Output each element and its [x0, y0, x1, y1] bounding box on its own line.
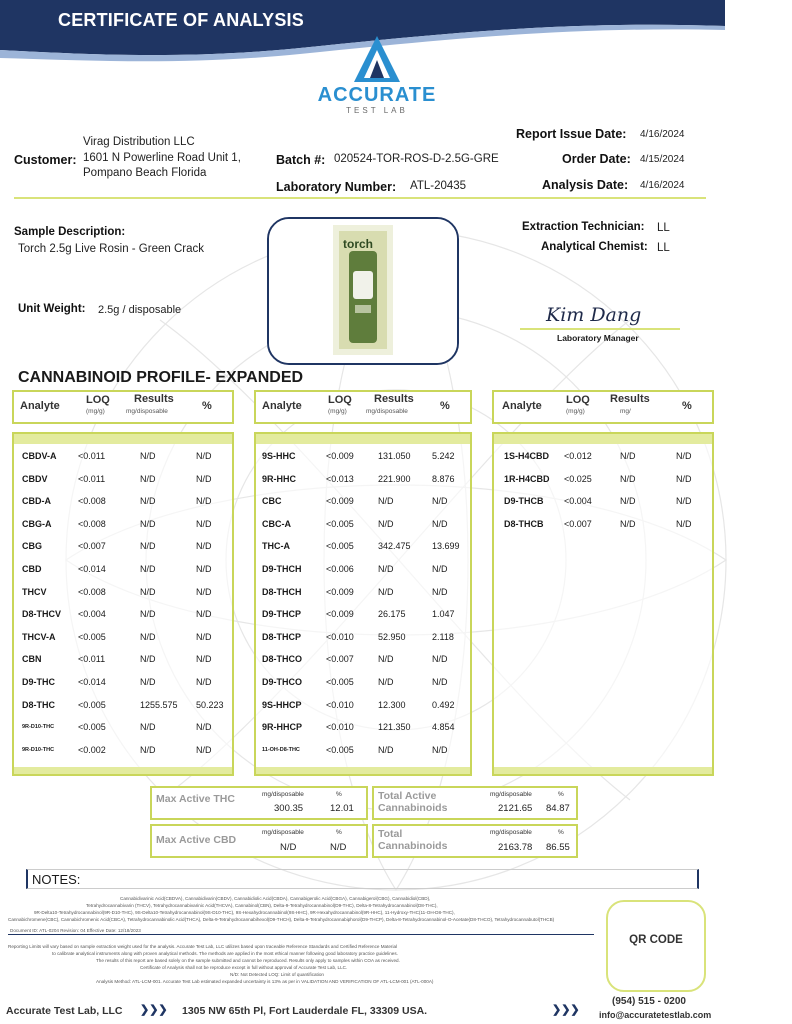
- table-row: [256, 649, 470, 671]
- table-row: [14, 559, 232, 581]
- fine-print-2: to calibrate analytical instruments along with proven analytical methods. The methods are applied in the most ethical manner following good laboratory practice guidelines.: [52, 951, 398, 956]
- cell-pct: N/D: [432, 496, 448, 507]
- cell-result: N/D: [140, 744, 156, 755]
- unit-mg: mg/disposable: [262, 829, 304, 836]
- cell-analyte: D9-THCB: [504, 496, 544, 507]
- cell-result: N/D: [140, 451, 156, 461]
- fine-print-4: Certificate of Analysis shall not be reproduce except in full without approval of Accurate Test Lab, LLC.: [140, 965, 348, 970]
- cell-analyte: D8-THCH: [262, 586, 302, 597]
- cell-result: N/D: [140, 541, 156, 552]
- cell-result: 52.950: [378, 631, 406, 642]
- cell-loq: <0.007: [78, 541, 106, 552]
- col-pct: %: [682, 400, 692, 412]
- cell-analyte: CBD: [22, 564, 42, 574]
- unit-pct: %: [336, 829, 342, 836]
- cell-pct: N/D: [196, 609, 212, 620]
- cell-loq: <0.007: [326, 654, 354, 665]
- col-analyte: Analyte: [262, 400, 302, 412]
- cell-loq: <0.008: [78, 496, 106, 507]
- footer-arrows-icon: ❯❯❯: [140, 1004, 168, 1016]
- max-active-cbd-box: [150, 824, 368, 858]
- cell-loq: <0.008: [78, 518, 106, 529]
- total-label-2: Cannabinoids: [378, 840, 448, 852]
- cell-result: N/D: [378, 496, 394, 507]
- document-title: CERTIFICATE OF ANALYSIS: [58, 10, 304, 30]
- cell-result: N/D: [620, 451, 636, 461]
- max-thc-mg: 300.35: [274, 803, 304, 814]
- table-row: [494, 514, 712, 536]
- table-row: [14, 446, 232, 468]
- product-brand: torch: [343, 237, 373, 251]
- cell-pct: N/D: [196, 564, 212, 574]
- cell-pct: 4.854: [432, 722, 455, 733]
- divider-line: [14, 197, 706, 199]
- table-row: [14, 672, 232, 694]
- col-results-unit: mg/: [620, 408, 631, 415]
- footer-company: Accurate Test Lab, LLC: [6, 1005, 123, 1017]
- notes-box: [26, 869, 699, 889]
- footer-phone[interactable]: (954) 515 - 0200: [612, 996, 686, 1007]
- cell-loq: <0.004: [78, 609, 106, 620]
- cell-pct: 5.242: [432, 451, 455, 461]
- total-active-label-2: Cannabinoids: [378, 802, 448, 814]
- analysis-date-label: Analysis Date:: [542, 178, 629, 192]
- unit-mg: mg/disposable: [490, 829, 532, 836]
- cell-result: N/D: [620, 518, 636, 529]
- total-pct: 86.55: [546, 842, 570, 853]
- order-date: 4/15/2024: [640, 154, 685, 165]
- total-active-box: [372, 786, 578, 820]
- cell-result: N/D: [378, 654, 394, 665]
- cell-result: N/D: [140, 722, 156, 733]
- table-top-band: [256, 434, 470, 444]
- col-loq: LOQ: [566, 394, 590, 406]
- table-row: [256, 559, 470, 581]
- col-loq-unit: (mg/g): [566, 408, 585, 415]
- cell-loq: <0.005: [326, 677, 354, 687]
- col-loq: LOQ: [86, 394, 110, 406]
- cell-loq: <0.005: [78, 722, 106, 733]
- fine-print-3: The results of this report are based solely on the sample submitted and cannot be reproduced. Results only apply to samples within COA as received.: [96, 958, 400, 963]
- cell-analyte: D8-THCB: [504, 518, 544, 529]
- footer-address: 1305 NW 65th Pl, Fort Lauderdale FL, 33309 USA.: [182, 1005, 428, 1017]
- cell-analyte: 1S-H4CBD: [504, 451, 550, 461]
- cell-pct: N/D: [196, 586, 212, 597]
- sample-description-label: Sample Description:: [14, 226, 126, 238]
- unit-weight-label: Unit Weight:: [18, 303, 86, 315]
- cell-result: N/D: [140, 631, 156, 642]
- col-loq-unit: (mg/g): [86, 408, 105, 415]
- col-results: Results: [610, 393, 650, 405]
- notes-divider: [8, 934, 594, 935]
- cell-analyte: 1R-H4CBD: [504, 473, 550, 484]
- table-row: [256, 469, 470, 491]
- table-row: [14, 717, 232, 739]
- qr-code-box[interactable]: [606, 900, 706, 992]
- table2-body: [254, 432, 472, 776]
- cell-loq: <0.007: [564, 518, 592, 529]
- cell-analyte: THCV-A: [22, 631, 56, 642]
- cell-pct: N/D: [432, 677, 448, 687]
- table-row: [14, 695, 232, 717]
- cell-loq: <0.005: [78, 699, 106, 710]
- cell-analyte: CBG: [22, 541, 42, 552]
- customer-address-1: 1601 N Powerline Road Unit 1,: [83, 152, 241, 164]
- abbreviations-1: Cannabidivarinic Acid(CBDVA), Cannabidivarin(CBDV), Cannabidiolic Acid(CBDA), Cannabigerolic Acid(CBGA), Cannabigerol(CBG), Cannabidiol(CBD),: [120, 896, 431, 901]
- cell-analyte: D8-THCP: [262, 631, 302, 642]
- table-row: [256, 672, 470, 694]
- cell-result: N/D: [378, 677, 394, 687]
- cell-loq: <0.011: [78, 451, 106, 461]
- analytical-chemist-label: Analytical Chemist:: [541, 241, 648, 253]
- table-row: [256, 604, 470, 626]
- cell-loq: <0.014: [78, 677, 106, 687]
- col-loq-unit: (mg/g): [328, 408, 347, 415]
- cell-analyte: 9S-HHC: [262, 451, 296, 461]
- table3-header: [492, 390, 714, 424]
- signature-line: [520, 328, 680, 330]
- table-row: [256, 695, 470, 717]
- cell-pct: N/D: [432, 564, 448, 574]
- total-label: Total: [378, 828, 403, 840]
- cell-pct: N/D: [196, 451, 212, 461]
- footer-email[interactable]: info@accuratetestlab.com: [599, 1010, 712, 1020]
- table-row: [14, 582, 232, 604]
- table-row: [14, 469, 232, 491]
- cell-loq: <0.025: [564, 473, 592, 484]
- customer-name: Virag Distribution LLC: [83, 136, 195, 148]
- table3-body: [492, 432, 714, 776]
- table-row: [14, 491, 232, 513]
- extraction-tech-label: Extraction Technician:: [522, 221, 645, 233]
- lab-number-label: Laboratory Number:: [276, 180, 397, 194]
- abbreviations-2: Tetrahydrocannabivarin (THCV), Tetrahydrocannabivarinic Acid(THCVA), Cannabinol(CBN), Delta-9-Tetrahydrocannabinol(D9-THC), Delta-8-Tetrahydrocannabinol(D8-THC),: [86, 903, 438, 908]
- table-row: [256, 582, 470, 604]
- cell-analyte: D8-THCO: [262, 654, 302, 665]
- cell-result: N/D: [140, 518, 156, 529]
- cell-result: 121.350: [378, 722, 411, 733]
- cell-analyte: 9S-HHCP: [262, 699, 302, 710]
- cell-analyte: D8-THC: [22, 699, 55, 710]
- table-row: [256, 446, 470, 468]
- cell-analyte: 9R-D10-THC: [22, 746, 55, 753]
- table-row: [256, 536, 470, 558]
- cell-pct: N/D: [196, 631, 212, 642]
- abbreviations-4: Cannabichromene(CBC), Cannabichromenic Acid(CBCA), Tetrahydrocannabinolic Acid(THCA), Delta-9-Tetrahydrocannabihexol(D9-THCH), Delta-9-Tetrahydrocannabiphorol(D9-THCP), Delta-8-Tetrahydrocannabinol-O-Acetate(D8-THCO), Tetrahydrocannabutol(THCB): [8, 917, 555, 922]
- cell-loq: <0.002: [78, 744, 106, 755]
- col-pct: %: [202, 400, 212, 412]
- notes-title: NOTES:: [32, 872, 81, 887]
- cell-analyte: THCV: [22, 586, 47, 597]
- cell-pct: N/D: [196, 744, 212, 755]
- cell-analyte: CBC-A: [262, 518, 291, 529]
- cell-analyte: CBC: [262, 496, 282, 507]
- cell-result: N/D: [378, 586, 394, 597]
- cell-loq: <0.011: [78, 654, 106, 665]
- max-cbd-pct: N/D: [330, 842, 347, 853]
- cell-pct: 50.223: [196, 699, 224, 710]
- cell-analyte: THC-A: [262, 541, 290, 552]
- batch-label: Batch #:: [276, 153, 326, 167]
- table1-body: [12, 432, 234, 776]
- cell-analyte: 9R-D10-THC: [22, 724, 55, 731]
- cell-analyte: CBDV: [22, 473, 48, 484]
- col-analyte: Analyte: [20, 400, 60, 412]
- cell-result: 26.175: [378, 609, 406, 620]
- table-top-band: [494, 434, 712, 444]
- unit-pct: %: [336, 791, 342, 798]
- cell-pct: N/D: [676, 518, 692, 529]
- cell-result: N/D: [140, 677, 156, 687]
- cell-loq: <0.010: [326, 699, 354, 710]
- table-row: [256, 514, 470, 536]
- cell-loq: <0.012: [564, 451, 592, 461]
- cell-loq: <0.010: [326, 631, 354, 642]
- cell-analyte: CBD-A: [22, 496, 51, 507]
- total-mg: 2163.78: [498, 842, 533, 853]
- table-top-band: [14, 434, 232, 444]
- cell-pct: N/D: [676, 451, 692, 461]
- col-loq: LOQ: [328, 394, 352, 406]
- col-results-unit: mg/disposable: [126, 408, 168, 415]
- customer-address-2: Pompano Beach Florida: [83, 167, 207, 179]
- table-bottom-band: [14, 767, 232, 774]
- lab-number: ATL-20435: [410, 180, 467, 192]
- table-bottom-band: [494, 767, 712, 774]
- cell-analyte: D9-THCO: [262, 677, 302, 687]
- max-active-thc-box: [150, 786, 368, 820]
- cell-analyte: CBG-A: [22, 518, 52, 529]
- table-row: [494, 491, 712, 513]
- cell-loq: <0.005: [326, 518, 354, 529]
- cell-result: N/D: [620, 473, 636, 484]
- sample-description: Torch 2.5g Live Rosin - Green Crack: [18, 243, 204, 255]
- cell-result: 131.050: [378, 451, 411, 461]
- table-row: [14, 649, 232, 671]
- cell-result: N/D: [140, 586, 156, 597]
- cell-loq: <0.013: [326, 473, 354, 484]
- table2-header: [254, 390, 472, 424]
- cell-analyte: 11-OH-D8-THC: [262, 746, 300, 753]
- report-date: 4/16/2024: [640, 129, 685, 140]
- cell-pct: N/D: [196, 654, 212, 665]
- abbreviations-3: 9R-Delta10-Tetrahydrocannabinol(9R-D10-THC), 9S-Delta10-Tetrahydrocannabinol(9S-D10-THC), 9S-Hexahydrocannabinol(9S-HHC), 9R-Hexahydrocannabinol(9R-HHC), 11-Hydroxy-THC(11-OH-D8-THC),: [34, 910, 455, 915]
- max-cbd-label: Max Active CBD: [156, 834, 237, 846]
- manager-signature: Kim Dang: [546, 304, 642, 326]
- cell-loq: <0.009: [326, 609, 354, 620]
- cell-analyte: D9-THCH: [262, 564, 302, 574]
- cell-result: N/D: [140, 564, 156, 574]
- cell-pct: N/D: [196, 722, 212, 733]
- extraction-tech: LL: [657, 222, 670, 234]
- logo-subtitle: TEST LAB: [346, 106, 408, 115]
- cell-result: N/D: [378, 564, 394, 574]
- cell-analyte: CBN: [22, 654, 42, 665]
- cell-loq: <0.008: [78, 586, 106, 597]
- unit-weight: 2.5g / disposable: [98, 304, 182, 316]
- company-logo: [312, 34, 442, 114]
- cell-loq: <0.004: [564, 496, 592, 507]
- total-active-label: Total Active: [378, 790, 437, 802]
- table-row: [14, 536, 232, 558]
- document-id: Document ID: ATL-0204 Revision: 04 Effective Date: 12/18/2023: [10, 928, 141, 933]
- table-row: [256, 627, 470, 649]
- cell-pct: N/D: [432, 586, 448, 597]
- qr-code-label: QR CODE: [629, 934, 683, 946]
- logo-name: ACCURATE: [317, 84, 437, 106]
- table-row: [494, 469, 712, 491]
- total-active-pct: 84.87: [546, 803, 570, 814]
- table-bottom-band: [256, 767, 470, 774]
- table-row: [256, 717, 470, 739]
- cell-pct: N/D: [196, 541, 212, 552]
- profile-title: CANNABINOID PROFILE- EXPANDED: [18, 369, 304, 386]
- table-row: [256, 740, 470, 762]
- cell-pct: N/D: [676, 496, 692, 507]
- analytical-chemist: LL: [657, 242, 670, 254]
- max-thc-pct: 12.01: [330, 803, 354, 814]
- cell-result: 12.300: [378, 699, 406, 710]
- cell-result: N/D: [140, 473, 156, 484]
- cell-loq: <0.009: [326, 496, 354, 507]
- cell-loq: <0.014: [78, 564, 106, 574]
- cell-pct: N/D: [196, 496, 212, 507]
- fine-print-6: Analysis Method: ATL-LCM-001. Accurate Test Lab estimated expanded uncertainty is 13% as per in VALIDATION AND VERIFICATION OF ATL-LCM-001 (ATL-000A): [96, 979, 434, 984]
- unit-pct: %: [558, 829, 564, 836]
- cell-loq: <0.005: [78, 631, 106, 642]
- cell-loq: <0.005: [326, 744, 354, 755]
- table1-header: [12, 390, 234, 424]
- table-row: [14, 604, 232, 626]
- cell-loq: <0.006: [326, 564, 354, 574]
- cell-pct: N/D: [432, 518, 448, 529]
- manager-title: Laboratory Manager: [557, 333, 639, 343]
- order-date-label: Order Date:: [562, 152, 631, 166]
- max-thc-label: Max Active THC: [156, 793, 235, 805]
- cell-pct: N/D: [196, 473, 212, 484]
- cell-result: 342.475: [378, 541, 411, 552]
- max-cbd-mg: N/D: [280, 842, 297, 853]
- unit-mg: mg/disposable: [490, 791, 532, 798]
- col-pct: %: [440, 400, 450, 412]
- col-analyte: Analyte: [502, 400, 542, 412]
- report-date-label: Report Issue Date:: [516, 127, 627, 141]
- cell-result: N/D: [140, 654, 156, 665]
- cell-result: 221.900: [378, 473, 411, 484]
- unit-mg: mg/disposable: [262, 791, 304, 798]
- cell-pct: 8.876: [432, 473, 455, 484]
- total-active-mg: 2121.65: [498, 803, 533, 814]
- product-photo: [267, 217, 459, 365]
- cell-pct: N/D: [432, 744, 448, 755]
- fine-print-5: N/D: Not Detected LOQ: Limit of quantification: [230, 972, 324, 977]
- batch-number: 020524-TOR-ROS-D-2.5G-GRE: [334, 153, 499, 165]
- fine-print-1: Reporting Limits will vary based on sample extraction weight used for the analysis. Accurate Test Lab, LLC utilizes based upon traceable Reference Standards and Certified Reference Material: [8, 944, 398, 949]
- cell-loq: <0.009: [326, 451, 354, 461]
- cell-loq: <0.005: [326, 541, 354, 552]
- cell-loq: <0.011: [78, 473, 106, 484]
- cell-pct: 2.118: [432, 631, 454, 642]
- cell-pct: 1.047: [432, 609, 455, 620]
- cell-result: N/D: [620, 496, 636, 507]
- cell-loq: <0.009: [326, 586, 354, 597]
- col-results: Results: [134, 393, 174, 405]
- cell-result: N/D: [378, 518, 394, 529]
- cell-loq: <0.010: [326, 722, 354, 733]
- cell-pct: N/D: [196, 677, 212, 687]
- cell-analyte: CBDV-A: [22, 451, 57, 461]
- cell-pct: 0.492: [432, 699, 455, 710]
- cell-analyte: 9R-HHC: [262, 473, 297, 484]
- customer-label: Customer:: [14, 153, 77, 167]
- table-row: [14, 627, 232, 649]
- cell-result: N/D: [140, 496, 156, 507]
- cell-analyte: D9-THCP: [262, 609, 302, 620]
- analysis-date: 4/16/2024: [640, 180, 685, 191]
- cell-pct: N/D: [676, 473, 692, 484]
- cell-pct: N/D: [432, 654, 448, 665]
- table-row: [14, 514, 232, 536]
- col-results: Results: [374, 393, 414, 405]
- cell-analyte: D9-THC: [22, 677, 55, 687]
- col-results-unit: mg/disposable: [366, 408, 408, 415]
- footer-arrows-icon: ❯❯❯: [552, 1004, 580, 1016]
- cell-analyte: 9R-HHCP: [262, 722, 303, 733]
- table-row: [14, 740, 232, 762]
- cell-result: N/D: [378, 744, 394, 755]
- logo-triangle-icon: [312, 34, 442, 86]
- cell-pct: N/D: [196, 518, 212, 529]
- total-cannabinoids-box: [372, 824, 578, 858]
- table-row: [494, 446, 712, 468]
- table-row: [256, 491, 470, 513]
- unit-pct: %: [558, 791, 564, 798]
- cell-result: N/D: [140, 609, 156, 620]
- cell-analyte: D8-THCV: [22, 609, 62, 620]
- cell-result: 1255.575: [140, 699, 178, 710]
- cell-pct: 13.699: [432, 541, 460, 552]
